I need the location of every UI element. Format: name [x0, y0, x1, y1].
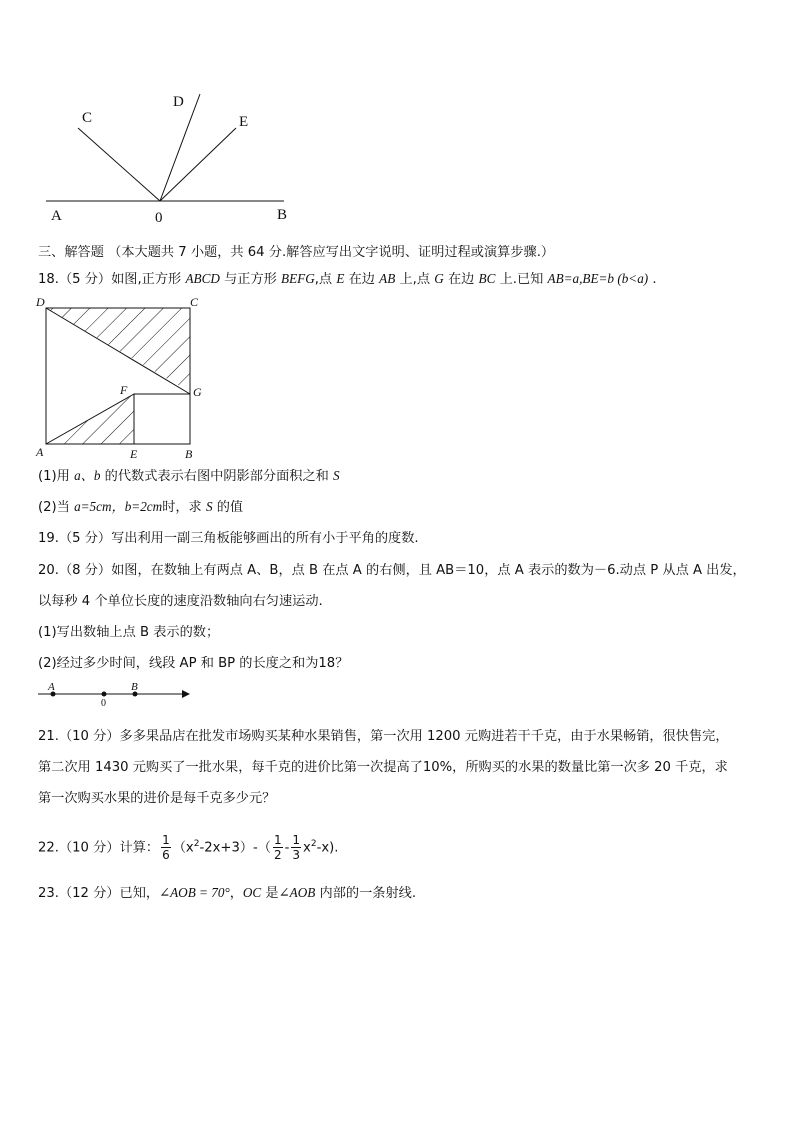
fraction-1-2: $\frac{1}{2}$	[273, 832, 282, 862]
square-befg	[134, 394, 190, 444]
fraction-1-3: $\frac{1}{3}$	[292, 832, 301, 862]
q21-line2: 第二次用 1430 元购买了一批水果，每千克的进价比第一次提高了10%，所购买的水果的数量比第一次多 20 千克，求	[38, 760, 728, 775]
q21-line3: 第一次购买水果的进价是每千克多少元？	[38, 791, 276, 806]
q18-sub2: (2)当 a=5cm，b=2cm时，求 S 的值	[38, 499, 244, 515]
label-e: E	[130, 447, 138, 461]
label-a: A	[51, 208, 62, 224]
q23-text: 23.（12 分）已知，∠AOB = 70°，OC 是∠AOB 内部的一条射线.	[38, 885, 417, 901]
label-g: G	[193, 385, 202, 399]
label-c: C	[190, 295, 199, 309]
squares-figure	[30, 294, 210, 464]
q22-text: 22.（10 分）计算： $\frac{1}{6}$ $(x^2-2x+3)-$（ $\frac{1}{2}$ - $\frac{1}{3}$ $x^2-x$).	[38, 832, 339, 862]
label-b: B	[131, 681, 138, 693]
section-heading: 三、解答题 （本大题共 7 小题，共 64 分.解答应写出文字说明、证明过程或演算步骤.）	[38, 245, 555, 260]
q18-sub1: (1)用 a、b 的代数式表示右图中阴影部分面积之和 S	[38, 468, 340, 484]
label-d: D	[36, 295, 45, 309]
label-a: A	[36, 445, 44, 459]
label-d: D	[173, 94, 184, 110]
q20-line1: 20.（8 分）如图，在数轴上有两点 A、B，点 B 在点 A 的右侧，且 AB＝10，点 A 表示的数为－6.动点 P 从点 A 出发，	[38, 563, 746, 578]
number-line	[36, 680, 196, 706]
angle-figure	[40, 88, 300, 228]
label-b: B	[277, 207, 288, 223]
q20-line2: 以每秒 4 个单位长度的速度沿数轴向右匀速运动.	[38, 594, 323, 609]
label-c: C	[82, 110, 93, 126]
q18-stem: 18.（5 分）如图,正方形 ABCD 与正方形 BEFG,点 E 在边 AB 上,点 G 在边 BC 上.已知 AB=a,BE=b (b<a) .	[38, 271, 657, 287]
label-f: F	[120, 383, 128, 397]
label-e: E	[239, 114, 249, 130]
fraction-1-6: $\frac{1}{6}$	[162, 832, 170, 862]
ray-od	[160, 94, 200, 201]
label-o: 0	[101, 698, 106, 706]
q20-sub2: (2)经过多少时间，线段 AP 和 BP 的长度之和为18？	[38, 656, 349, 671]
q19-text: 19.（5 分）写出利用一副三角板能够画出的所有小于平角的度数.	[38, 531, 419, 546]
label-o: 0	[155, 210, 163, 226]
q20-sub1: (1)写出数轴上点 B 表示的数；	[38, 625, 220, 640]
axis-arrow	[182, 690, 190, 698]
ray-oc	[78, 128, 160, 201]
q21-line1: 21.（10 分）多多果品店在批发市场购买某种水果销售，第一次用 1200 元购进若干千克，由于水果畅销，很快售完，	[38, 729, 729, 744]
label-a: A	[48, 681, 55, 693]
label-b: B	[185, 447, 193, 461]
point-o	[102, 692, 107, 697]
ray-oe	[160, 128, 236, 201]
